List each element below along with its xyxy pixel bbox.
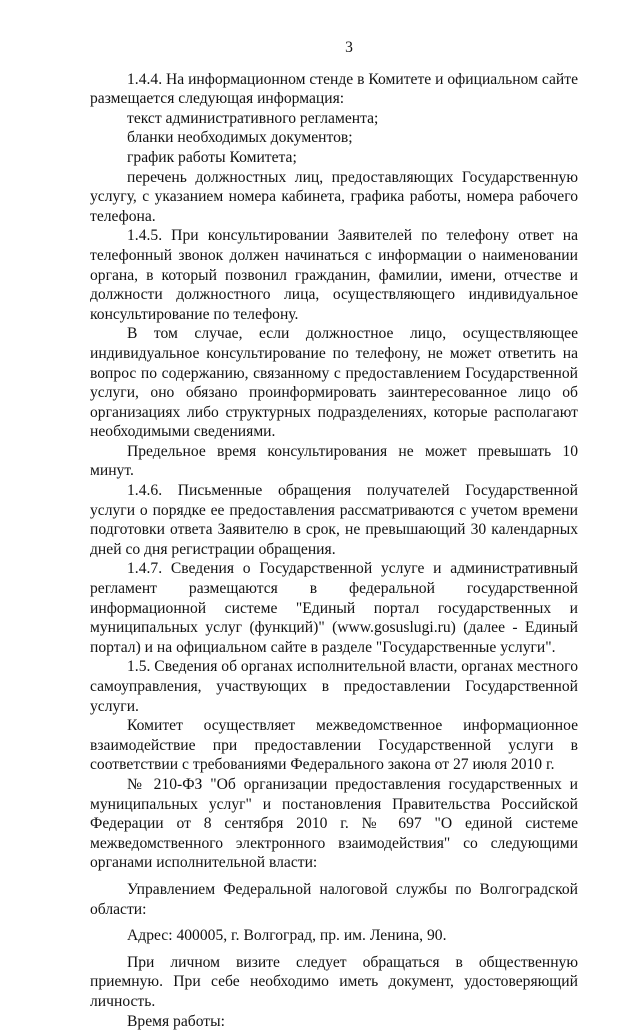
- paragraph-1-4-7: 1.4.7. Сведения о Государственной услуге и административный регламент размещаются в федеральной государственной информационной системе "Единый портал государственных и муниципальных услуг (функций)" (www.gosuslugi.ru) (далее - Единый портал) и на официальном сайте в разделе "Государственные услуги".: [90, 559, 578, 657]
- paragraph-1-4-4: 1.4.4. На информационном стенде в Комитете и официальном сайте размещается следующая информация:: [90, 70, 578, 109]
- paragraph-1-4-5: 1.4.5. При консультировании Заявителей по телефону ответ на телефонный звонок должен начинаться с информации о наименовании органа, в который позвонил гражданин, фамилии, имени, отчестве и должности должностного лица, осуществляющего индивидуальное консультирование по телефону.: [90, 226, 578, 324]
- list-item-officials: перечень должностных лиц, предоставляющих Государственную услугу, с указанием номера кабинета, графика работы, номера рабочего телефона.: [90, 168, 578, 227]
- paragraph-law-reference: № 210-ФЗ "Об организации предоставления государственных и муниципальных услуг" и постановления Правительства Российской Федерации от 8 сентября 2010 г. № 697 "О единой системе межведомственного электронного взаимодействия" со следующими органами исполнительной власти:: [90, 775, 578, 873]
- list-item-regulation-text: текст административного регламента;: [90, 109, 578, 129]
- paragraph-address: Адрес: 400005, г. Волгоград, пр. им. Ленина, 90.: [90, 926, 578, 946]
- list-item-forms: бланки необходимых документов;: [90, 128, 578, 148]
- paragraph-visit: При личном визите следует обращаться в общественную приемную. При себе необходимо иметь документ, удостоверяющий личность.: [90, 953, 578, 1012]
- paragraph-1-5: 1.5. Сведения об органах исполнительной власти, органах местного самоуправления, участвующих в предоставлении Государственной услуги.: [90, 657, 578, 716]
- page-number: 3: [90, 38, 578, 58]
- paragraph-time-limit: Предельное время консультирования не может превышать 10 минут.: [90, 442, 578, 481]
- paragraph-1-4-6: 1.4.6. Письменные обращения получателей Государственной услуги о порядке ее предоставления рассматриваются с учетом времени подготовки ответа Заявителю в срок, не превышающий 30 календарных дней со дня регистрации обращения.: [90, 481, 578, 559]
- paragraph-working-hours: Время работы:: [90, 1012, 578, 1031]
- paragraph-phone-referral: В том случае, если должностное лицо, осуществляющее индивидуальное консультирование по телефону, не может ответить на вопрос по содержанию, связанному с предоставлением Государственной услуги, оно обязано проинформировать заинтересованное лицо об организациях либо структурных подразделениях, которые располагают необходимыми сведениями.: [90, 324, 578, 442]
- paragraph-tax-service: Управлением Федеральной налоговой службы по Волгоградской области:: [90, 880, 578, 919]
- list-item-schedule: график работы Комитета;: [90, 148, 578, 168]
- paragraph-interaction: Комитет осуществляет межведомственное информационное взаимодействие при предоставлении Государственной услуги в соответствии с требованиями Федерального закона от 27 июля 2010 г.: [90, 716, 578, 775]
